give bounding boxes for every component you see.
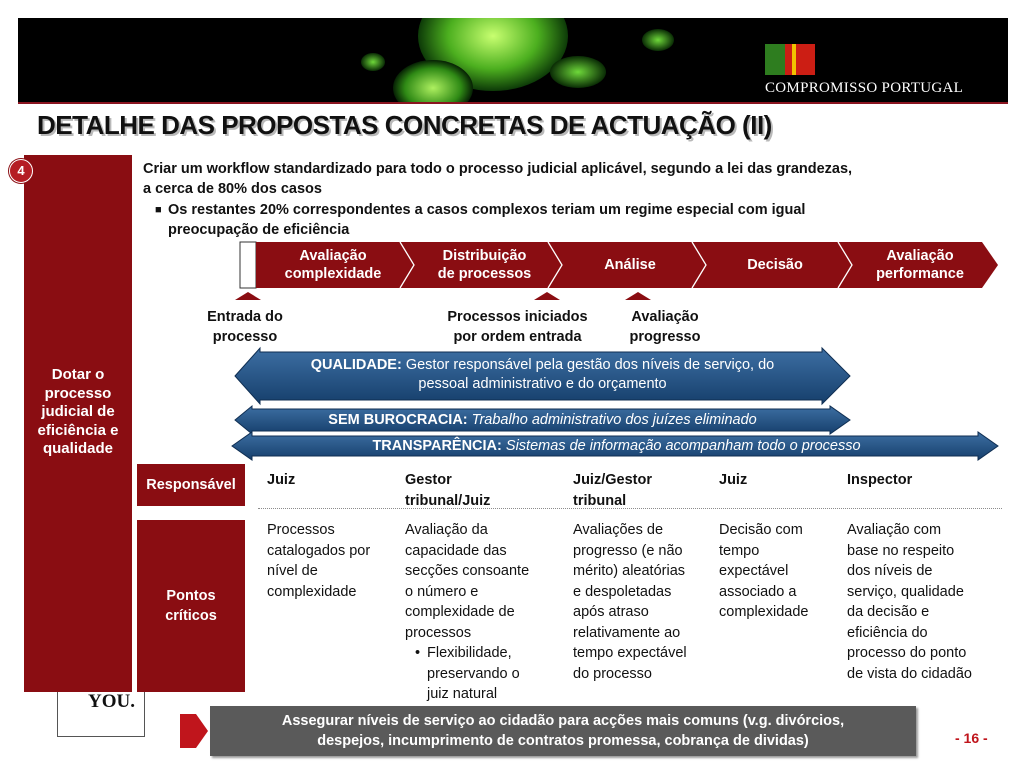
quality-text-2: pessoal administrativo e do orçamento bbox=[418, 376, 667, 392]
cell-line: Juiz bbox=[719, 472, 748, 488]
cell-line: tribunal bbox=[573, 492, 627, 509]
quality-label: QUALIDADE: bbox=[310, 357, 402, 373]
cell-line: complexidade bbox=[267, 583, 357, 600]
cell-line: mérito) aleatórias bbox=[573, 563, 686, 579]
critical-label-line-2: críticos bbox=[165, 608, 217, 624]
footer-line-1: Assegurar níveis de serviço ao cidadão para acções mais comuns (v.g. divórcios, bbox=[281, 713, 845, 729]
milestone-line-2: por ordem entrada bbox=[453, 329, 582, 345]
step-line-2: performance bbox=[876, 266, 964, 282]
step-line-1: Distribuição bbox=[442, 248, 527, 264]
step-line-1: Análise bbox=[604, 257, 656, 273]
cell-line: complexidade de bbox=[405, 604, 515, 620]
process-step bbox=[560, 242, 700, 288]
milestone-line-2: progresso bbox=[629, 329, 701, 345]
bureaucracy-text: Trabalho administrativo dos juízes eliminado bbox=[471, 412, 757, 428]
cell-line: tempo bbox=[719, 542, 760, 559]
section-number-badge: 4 bbox=[9, 159, 33, 183]
cell-line: complexidade bbox=[719, 604, 809, 620]
cell-line: catalogados por bbox=[267, 542, 371, 559]
transparency-text: Sistemas de informação acompanham todo o processo bbox=[505, 438, 861, 454]
process-step bbox=[412, 242, 557, 288]
intro-bullet-line-2: preocupação de eficiência bbox=[168, 222, 350, 238]
milestone-marker bbox=[235, 292, 261, 300]
critical-cell bbox=[405, 520, 529, 705]
critical-label-line-1: Pontos bbox=[166, 588, 216, 604]
process-step bbox=[258, 242, 408, 288]
cell-line: secções consoante bbox=[405, 563, 530, 579]
milestone-line-2: processo bbox=[212, 329, 278, 345]
flag-stripe bbox=[765, 44, 785, 75]
cell-line: relativamente ao bbox=[573, 624, 681, 641]
table-divider bbox=[258, 508, 1002, 509]
green-blob bbox=[361, 53, 385, 71]
critical-cell bbox=[267, 520, 370, 602]
critical-cell bbox=[719, 520, 808, 623]
critical-cell bbox=[573, 520, 687, 684]
responsible-cell bbox=[847, 470, 912, 491]
cell-line: tempo expectável bbox=[573, 645, 687, 661]
footer-arrow-shape bbox=[180, 714, 208, 748]
intro-bullet-line-1: Os restantes 20% correspondentes a casos complexos teriam um regime especial com igual bbox=[168, 202, 806, 218]
green-blob bbox=[550, 56, 606, 88]
bureaucracy-arrow bbox=[235, 411, 850, 430]
cell-line: do processo bbox=[573, 665, 652, 682]
milestone-line-1: Processos iniciados bbox=[447, 309, 588, 325]
intro-line-2: a cerca de 80% dos casos bbox=[143, 181, 322, 197]
footer-line-2: despejos, incumprimento de contratos promessa, cobrança de dividas) bbox=[317, 733, 809, 749]
cell-line: • Flexibilidade, bbox=[427, 645, 512, 661]
process-step bbox=[705, 242, 845, 288]
cell-line: juiz natural bbox=[427, 686, 498, 702]
cell-line: Decisão com bbox=[719, 522, 803, 538]
step-line-1: Avaliação bbox=[886, 248, 954, 264]
brand-name: COMPROMISSO PORTUGAL bbox=[765, 80, 964, 96]
intro-line-1: Criar um workflow standardizado para todo o processo judicial aplicável, segundo a lei das grandezas, bbox=[143, 161, 853, 177]
cell-line: serviço, qualidade bbox=[847, 583, 964, 600]
milestone-marker bbox=[534, 292, 560, 300]
cell-line: após atraso bbox=[573, 604, 649, 620]
critical-cell bbox=[847, 520, 972, 684]
responsible-cell bbox=[267, 470, 295, 491]
transparency-arrow bbox=[235, 437, 998, 456]
page-title: DETALHE DAS PROPOSTAS CONCRETAS DE ACTUAÇÃO (II) bbox=[37, 110, 772, 140]
cell-line: Juiz/Gestor bbox=[573, 472, 652, 488]
milestone-marker bbox=[625, 292, 651, 300]
milestone-line-1: Avaliação bbox=[631, 309, 699, 325]
process-start-marker bbox=[240, 242, 256, 288]
portugal-flag-icon bbox=[765, 44, 815, 75]
cell-line: expectável bbox=[719, 563, 789, 579]
header-rule bbox=[18, 102, 1008, 104]
milestone-line-1: Entrada do bbox=[207, 309, 283, 325]
cell-line: eficiência do bbox=[847, 624, 928, 641]
cell-line: progresso (e não bbox=[573, 542, 683, 559]
responsible-cell bbox=[405, 470, 490, 511]
page-number: - 16 - bbox=[955, 730, 988, 746]
step-line-1: Avaliação bbox=[299, 248, 367, 264]
footer-arrow-icon bbox=[178, 708, 210, 754]
cell-line: Gestor bbox=[405, 472, 452, 488]
cell-line: Juiz bbox=[267, 472, 296, 488]
cell-line: Avaliações de bbox=[573, 522, 664, 538]
logo-text: YOU. bbox=[88, 691, 135, 712]
cell-line: Avaliação da bbox=[405, 522, 488, 538]
cell-line: da decisão e bbox=[847, 604, 930, 620]
cell-line: de vista do cidadão bbox=[847, 665, 972, 682]
milestone-label bbox=[425, 307, 610, 347]
cell-line: Avaliação com bbox=[847, 522, 942, 538]
cell-line: dos níveis de bbox=[847, 563, 933, 579]
flag-stripe bbox=[785, 44, 792, 75]
cell-line: e despoletadas bbox=[573, 583, 672, 600]
cell-line: Inspector bbox=[847, 472, 913, 488]
bureaucracy-label: SEM BUROCRACIA: bbox=[328, 412, 468, 428]
cell-line: capacidade das bbox=[405, 542, 507, 559]
cell-line: base no respeito bbox=[847, 542, 955, 559]
step-line-2: de processos bbox=[437, 266, 532, 282]
green-blob bbox=[642, 29, 674, 51]
quality-arrow bbox=[235, 356, 850, 394]
cell-line: Processos bbox=[267, 522, 335, 538]
critical-bullet-item bbox=[427, 643, 529, 705]
quality-text-1: Gestor responsável pela gestão dos níveis de serviço, do bbox=[405, 357, 775, 373]
critical-points-tab bbox=[137, 520, 245, 692]
milestone-label bbox=[185, 307, 305, 347]
responsible-cell bbox=[573, 470, 652, 511]
cell-line: preservando o bbox=[427, 665, 520, 682]
footer-message bbox=[210, 706, 916, 756]
critical-bullet-list bbox=[405, 643, 529, 705]
milestone-label bbox=[610, 307, 720, 347]
cell-line: processos bbox=[405, 624, 472, 641]
process-step bbox=[850, 242, 990, 288]
responsible-cell bbox=[719, 470, 747, 491]
flag-stripe bbox=[796, 44, 815, 75]
step-line-2: complexidade bbox=[284, 266, 382, 282]
cell-line: tribunal/Juiz bbox=[405, 492, 491, 509]
cell-line: o número e bbox=[405, 583, 479, 600]
responsible-tab: Responsável bbox=[137, 464, 245, 506]
cell-line: associado a bbox=[719, 583, 797, 600]
square-bullet-icon: ■ bbox=[155, 204, 162, 216]
step-line-1: Decisão bbox=[747, 257, 803, 273]
cell-line: nível de bbox=[267, 563, 318, 579]
cell-line: processo do ponto bbox=[847, 645, 967, 661]
transparency-label: TRANSPARÊNCIA: bbox=[372, 438, 502, 454]
sidebar-label: Dotar o processo judicial de eficiência e qualidade bbox=[37, 366, 119, 457]
